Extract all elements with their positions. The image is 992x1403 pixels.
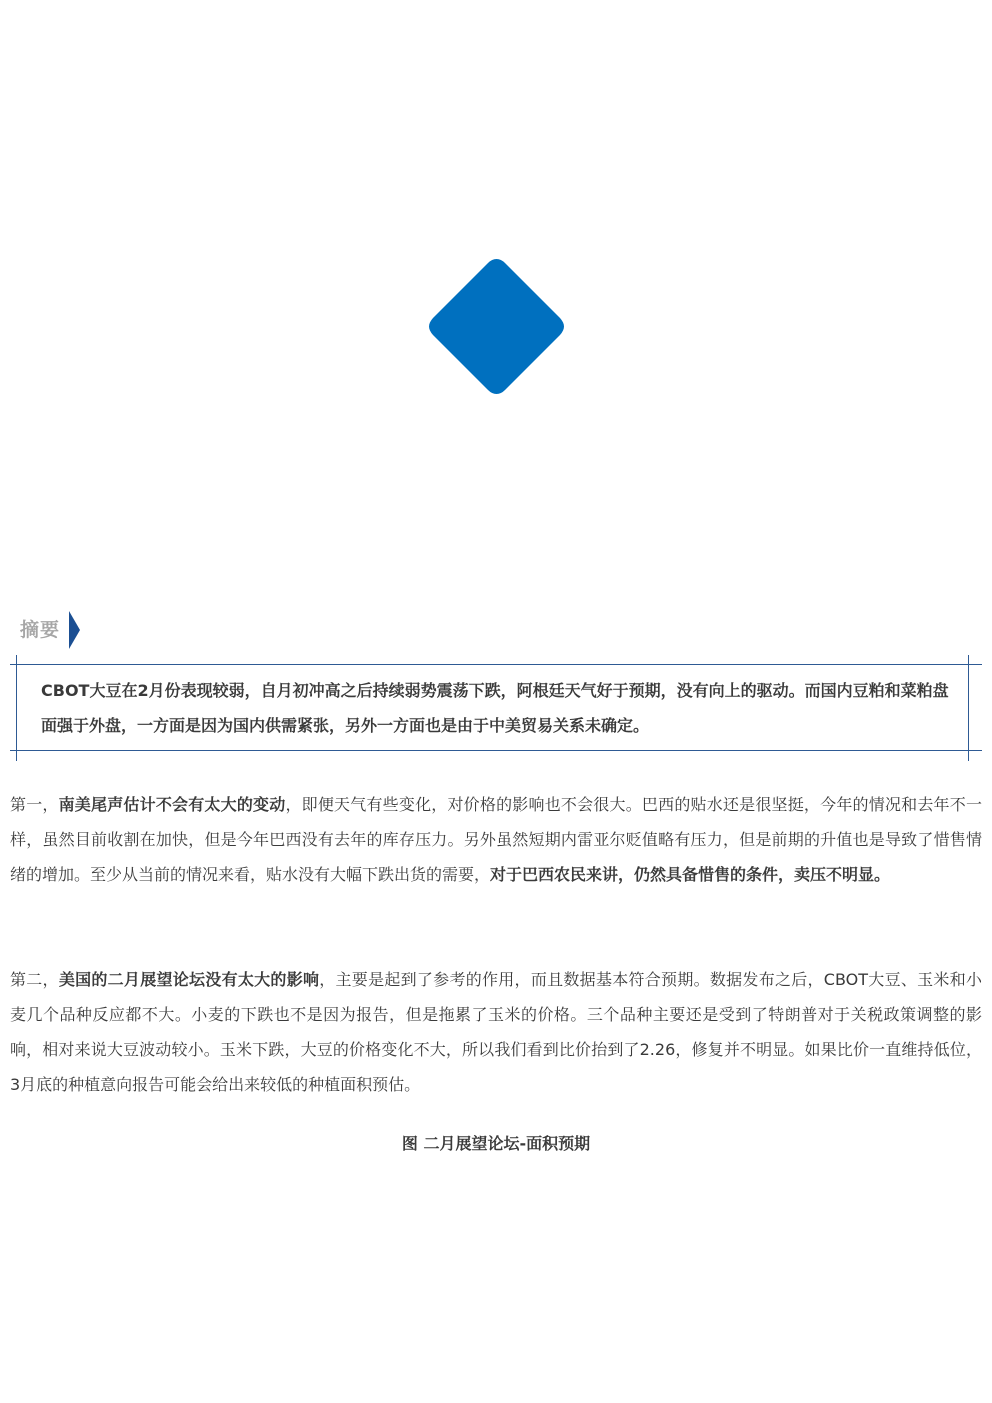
paragraph-body: ，主要是起到了参考的作用，而且数据基本符合预期。数据发布之后，CBOT大豆、玉米和小麦几个品种反应都不大。小麦的下跌也不是因为报告，但是拖累了玉米的价格。三个品种主要还是受到了特朗普对于关税政策调整的影响，相对来说大豆波动较小。玉米下跌，大豆的价格变化不大，所以我们看到比价抬到了2.26，修复并不明显。如果比价一直维持低位，3月底的种植意向报告可能会给出来较低的种植面积预估。 [10, 970, 982, 1094]
paragraph-body: ，即便天气有些变化，对价格的影响也不会很大。巴西的贴水还是很坚挺，今年的情况和去年不一样，虽然目前收割在加快，但是今年巴西没有去年的库存压力。另外虽然短期内雷亚尔贬值略有压力，但是前期的升值也是导致了惜售情绪的增加。至少从当前的情况来看，贴水没有大幅下跌出货的需要， [10, 795, 982, 884]
summary-top-rule [10, 664, 982, 665]
summary-right-rule [968, 655, 969, 761]
paragraph-highlight: 对于巴西农民来讲，仍然具备惜售的条件，卖压不明显。 [490, 865, 891, 884]
figure-caption: 图 二月展望论坛-面积预期 [401, 1134, 591, 1153]
summary-left-rule [16, 655, 17, 761]
section-title: 摘要 [20, 619, 61, 641]
summary-text: CBOT大豆在2月份表现较弱，自月初冲高之后持续弱势震荡下跌，阿根廷天气好于预期，没有向上的驱动。而国内豆粕和菜粕盘面强于外盘，一方面是因为国内供需紧张，另外一方面也是由于中美贸易关系未确定。 [41, 681, 949, 735]
paragraph-second [10, 962, 982, 1102]
paragraph-first [10, 787, 982, 892]
paragraph-highlight: 南美尾声估计不会有太大的变动 [58, 795, 286, 814]
paragraph-highlight: 美国的二月展望论坛没有太大的影响 [58, 970, 320, 989]
diamond-logo-icon [425, 255, 568, 398]
paragraph-lead: 第二， [10, 970, 59, 989]
summary-bottom-rule [10, 750, 982, 751]
arrow-right-icon [69, 610, 81, 650]
paragraph-lead: 第一， [10, 795, 59, 814]
section-header [20, 610, 81, 650]
summary-box [10, 655, 982, 761]
